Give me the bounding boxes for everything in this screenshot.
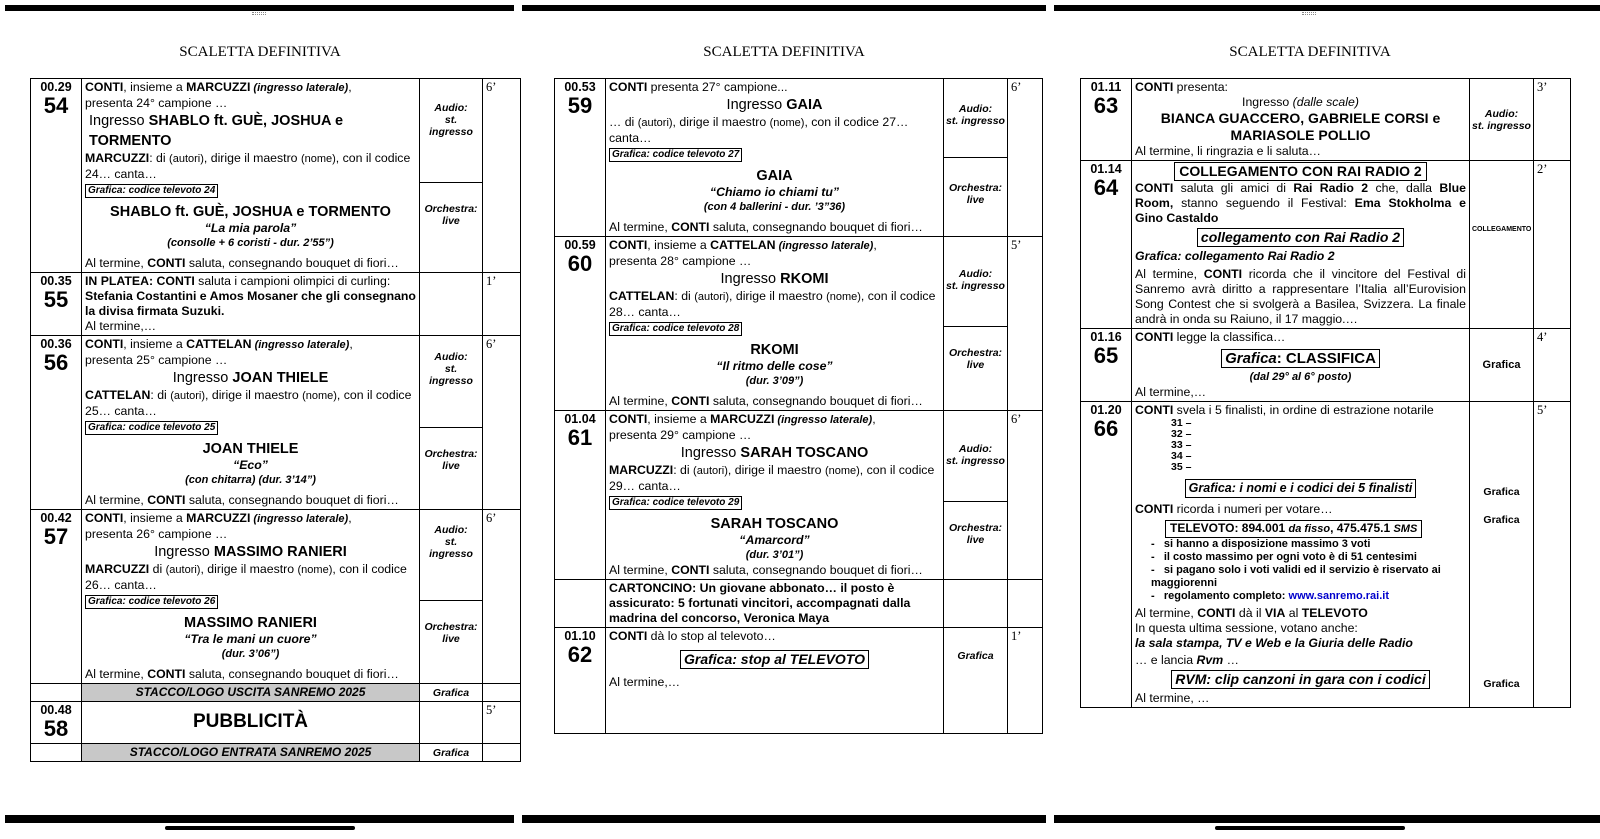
duration: 2’ (1534, 161, 1571, 329)
schedule-table (30, 78, 521, 762)
duration: 6’ (1008, 79, 1043, 237)
grafica-label: Grafica (420, 684, 483, 702)
cue-number: 00.29 54 (31, 79, 82, 273)
duration: 6’ (483, 510, 521, 684)
table-row (555, 411, 1043, 502)
cue-number: 00.36 56 (31, 336, 82, 510)
duration: 4’ (1534, 329, 1571, 402)
schedule-table (554, 78, 1043, 734)
orchestra-cell: Orchestra: live (944, 327, 1008, 411)
duration: 1’ (483, 273, 521, 336)
table-row (31, 744, 521, 762)
cue-number: 00.59 60 (555, 237, 606, 411)
cue-content: CONTI, insieme a MARCUZZI (ingresso laterale), presenta 26° campione … Ingresso MASSIMO RANIERI MARCUZZI di (autori), dirige il maestro (nome), con il codice 26… canta… Grafica: codice televoto 26 MASSIMO RANIERI “Tra le mani un cuore” (dur. 3’06”) Al termine, CONTI saluta, consegnando bouquet di fiori… (82, 510, 420, 684)
collegamento-box: collegamento con Rai Radio 2 (1197, 228, 1404, 247)
table-row (555, 580, 1043, 628)
duration: 6’ (483, 336, 521, 510)
cue-number: 00.48 58 (31, 702, 82, 744)
duration: 5’ (483, 702, 521, 744)
orchestra-cell: Orchestra: live (420, 182, 483, 272)
cue-number: 01.11 63 (1081, 79, 1132, 161)
audio-cell: Audio: st. ingresso (944, 411, 1008, 502)
grafica-box: Grafica: i nomi e i codici dei 5 finalisti (1185, 479, 1417, 498)
audio-cell: Audio: st. ingresso (420, 79, 483, 183)
grafica-box: Grafica: codice televoto 27 (609, 148, 742, 162)
cue-content: CONTI, insieme a MARCUZZI (ingresso laterale), presenta 24° campione … Ingresso SHABLO ft. GUÈ, JOSHUA e TORMENTO MARCUZZI: di (autori), dirige il maestro (nome), con il codice 24… canta… Grafica: codice televoto 24 SHABLO ft. GUÈ, JOSHUA e TORMENTO “La mia parola” (consolle + 6 coristi - dur. 2’55”) Al termine, CONTI saluta, consegnando bouquet di fiori… (82, 79, 420, 273)
cue-content: CONTI, insieme a CATTELAN (ingresso laterale), presenta 28° campione … Ingresso RKOMI CATTELAN: di (autori), dirige il maestro (nome), con il codice 28… canta… Grafica: codice televoto 28 RKOMI “Il ritmo delle cose” (dur. 3’09”) Al termine, CONTI saluta, consegnando bouquet di fiori… (606, 237, 944, 411)
collegamento-heading: COLLEGAMENTO CON RAI RADIO 2 (1174, 162, 1426, 181)
stacco-logo-entrata: STACCO/LOGO ENTRATA SANREMO 2025 (82, 744, 420, 762)
cue-content: CONTI svela i 5 finalisti, in ordine di estrazione notarile 31 – 32 – 33 – 34 – 35 – Grafica: i nomi e i codici dei 5 finalisti CONTI ricorda i numeri per votare… TELEVOTO: 894.001 da fisso, 475.475.1 SMS - si hanno a disposizione massimo 3 voti - il costo massimo per ogni voto è di 51 centesimi - si pagano solo i voti validi ed il servizio è riservato ai maggiorenni - regolamento completo: www.sanremo.rai.it Al termine, CONTI dà il VIA al TELEVOTO In questa ultima sessione, votano anche: la sala stampa, TV e Web e la Giuria delle Radio … e lancia Rvm … RVM: clip canzoni in gara con i codici Al termine, … (1132, 402, 1470, 708)
home-indicator[interactable] (1215, 826, 1405, 830)
cue-number: 01.20 66 (1081, 402, 1132, 708)
drag-handle-icon[interactable] (1302, 12, 1316, 15)
duration: 3’ (1534, 79, 1571, 161)
table-row (31, 510, 521, 601)
audio-cell: Audio: st. ingresso (944, 79, 1008, 158)
grafica-label: Grafica (1470, 329, 1534, 402)
cue-number: 01.16 65 (1081, 329, 1132, 402)
cue-content: IN PLATEA: CONTI saluta i campioni olimpici di curling: Stefania Costantini e Amos Mosaner che gli consegnano la divisa firmata Suzuki. Al termine,… (82, 273, 420, 336)
table-row (31, 79, 521, 183)
table-row (555, 237, 1043, 327)
table-row (555, 628, 1043, 734)
cue-number: 01.04 61 (555, 411, 606, 580)
cue-content: CONTI legge la classifica… Grafica: CLASSIFICA (dal 29° al 6° posto) Al termine,… (1132, 329, 1470, 402)
home-indicator[interactable] (165, 826, 355, 830)
grafica-labels: Grafica Grafica Grafica (1470, 402, 1534, 708)
orchestra-cell: Orchestra: live (420, 601, 483, 684)
cue-content: CONTI presenta 27° campione... Ingresso GAIA … di (autori), dirige il maestro (nome), con il codice 27… canta… Grafica: codice televoto 27 GAIA “Chiamo io chiami tu” (con 4 ballerini - dur. ’3”36) Al termine, CONTI saluta, consegnando bouquet di fiori… (606, 79, 944, 237)
grafica-box: Grafica: stop al TELEVOTO (680, 650, 869, 669)
finalist-list: 31 – 32 – 33 – 34 – 35 – (1171, 417, 1192, 473)
cue-content: CONTI presenta: Ingresso (dalle scale) BIANCA GUACCERO, GABRIELE CORSI e MARIASOLE POLLIO Al termine, li ringrazia e li saluta… (1132, 79, 1470, 161)
table-row (31, 273, 521, 336)
table-row (31, 702, 521, 744)
cue-number: 01.14 64 (1081, 161, 1132, 329)
audio-cell: Audio: st. ingresso (1470, 79, 1534, 161)
grafica-box: Grafica: codice televoto 24 (85, 184, 218, 198)
stacco-logo-uscita: STACCO/LOGO USCITA SANREMO 2025 (82, 684, 420, 702)
cue-number: 00.35 55 (31, 273, 82, 336)
cue-content: PUBBLICITÀ (82, 702, 420, 744)
grafica-box: Grafica: codice televoto 25 (85, 421, 218, 435)
table-row (31, 684, 521, 702)
grafica-box: Grafica: codice televoto 26 (85, 595, 218, 609)
grafica-label: Grafica (420, 744, 483, 762)
orchestra-cell: Orchestra: live (420, 428, 483, 510)
grafica-box: Grafica: codice televoto 28 (609, 322, 742, 336)
cue-content: CONTI, insieme a MARCUZZI (ingresso laterale), presenta 29° campione … Ingresso SARAH TOSCANO MARCUZZI: di (autori), dirige il maestro (nome), con il codice 29… canta… Grafica: codice televoto 29 SARAH TOSCANO “Amarcord” (dur. 3’01”) Al termine, CONTI saluta, consegnando bouquet di fiori… (606, 411, 944, 580)
duration: 1’ (1008, 628, 1043, 734)
page-bottom-bar (5, 815, 514, 823)
duration: 6’ (1008, 411, 1043, 580)
table-row (1081, 402, 1571, 708)
cue-content: CONTI dà lo stop al televoto… Grafica: stop al TELEVOTO Al termine,… (606, 628, 944, 734)
page-top-bar (1054, 5, 1600, 11)
cue-content: COLLEGAMENTO CON RAI RADIO 2 CONTI saluta gli amici di Rai Radio 2 che, dalla Blue Room, stanno seguendo il Festival: Ema Stokholma e Gino Castaldo collegamento con Rai Radio 2 Grafica: collegamento Rai Radio 2 Al termine, CONTI ricorda che il vincitore del Festival di Sanremo avrà diritto a rappresentare l’Italia all’Eurovision Song Contest che si svolgerà a Basilea, Svizzera. La finale andrà in onda su Raiuno, il 17 maggio.… (1132, 161, 1470, 329)
table-row (1081, 161, 1571, 329)
page-bottom-bar (1054, 815, 1600, 823)
cue-number: 00.53 59 (555, 79, 606, 237)
duration: 5’ (1008, 237, 1043, 411)
table-row (1081, 79, 1571, 161)
duration: 6’ (483, 79, 521, 273)
grafica-box: Grafica: codice televoto 29 (609, 496, 742, 510)
cue-content: CONTI, insieme a CATTELAN (ingresso laterale), presenta 25° campione … Ingresso JOAN THIELE CATTELAN: di (autori), dirige il maestro (nome), con il codice 25… canta… Grafica: codice televoto 25 JOAN THIELE “Eco” (con chitarra) (dur. 3’14”) Al termine, CONTI saluta, consegnando bouquet di fiori… (82, 336, 420, 510)
audio-cell: Audio: st. ingresso (944, 237, 1008, 327)
classifica-box: Grafica: CLASSIFICA (1221, 349, 1380, 368)
table-row (1081, 329, 1571, 402)
orchestra-cell: Orchestra: live (944, 501, 1008, 579)
page-bottom-bar (522, 815, 1046, 823)
televoto-rules: - si hanno a disposizione massimo 3 voti - il costo massimo per ogni voto è di 51 centesimi - si pagano solo i voti validi ed il servizio è riservato ai maggiorenni - regolamento completo: www.sanremo.rai.it (1151, 538, 1441, 602)
page-top-bar (5, 5, 514, 11)
sanremo-link[interactable]: www.sanremo.rai.it (1288, 590, 1389, 602)
page-title: SCALETTA DEFINITIVA (1229, 44, 1391, 60)
drag-handle-icon[interactable] (252, 12, 266, 15)
table-row (555, 79, 1043, 158)
cartoncino: CARTONCINO: Un giovane abbonato… il posto è assicurato: 5 fortunati vincitori, accompagnati dalla madrina del concorso, Veronica Maya (606, 580, 944, 628)
cue-number: 00.42 57 (31, 510, 82, 684)
audio-cell: Audio: st. ingresso (420, 336, 483, 428)
audio-cell: Audio: st. ingresso (420, 510, 483, 601)
rvm-box: RVM: clip canzoni in gara con i codici (1171, 670, 1429, 689)
page-top-bar (522, 5, 1046, 11)
orchestra-cell: Orchestra: live (944, 158, 1008, 237)
cue-number: 01.10 62 (555, 628, 606, 734)
collegamento-label: COLLEGAMENTO (1470, 161, 1534, 329)
page-title: SCALETTA DEFINITIVA (179, 44, 341, 60)
schedule-table (1080, 78, 1571, 708)
table-row (31, 336, 521, 428)
page-title: SCALETTA DEFINITIVA (703, 44, 865, 60)
duration: 5’ (1534, 402, 1571, 708)
grafica-label: Grafica (944, 628, 1008, 734)
